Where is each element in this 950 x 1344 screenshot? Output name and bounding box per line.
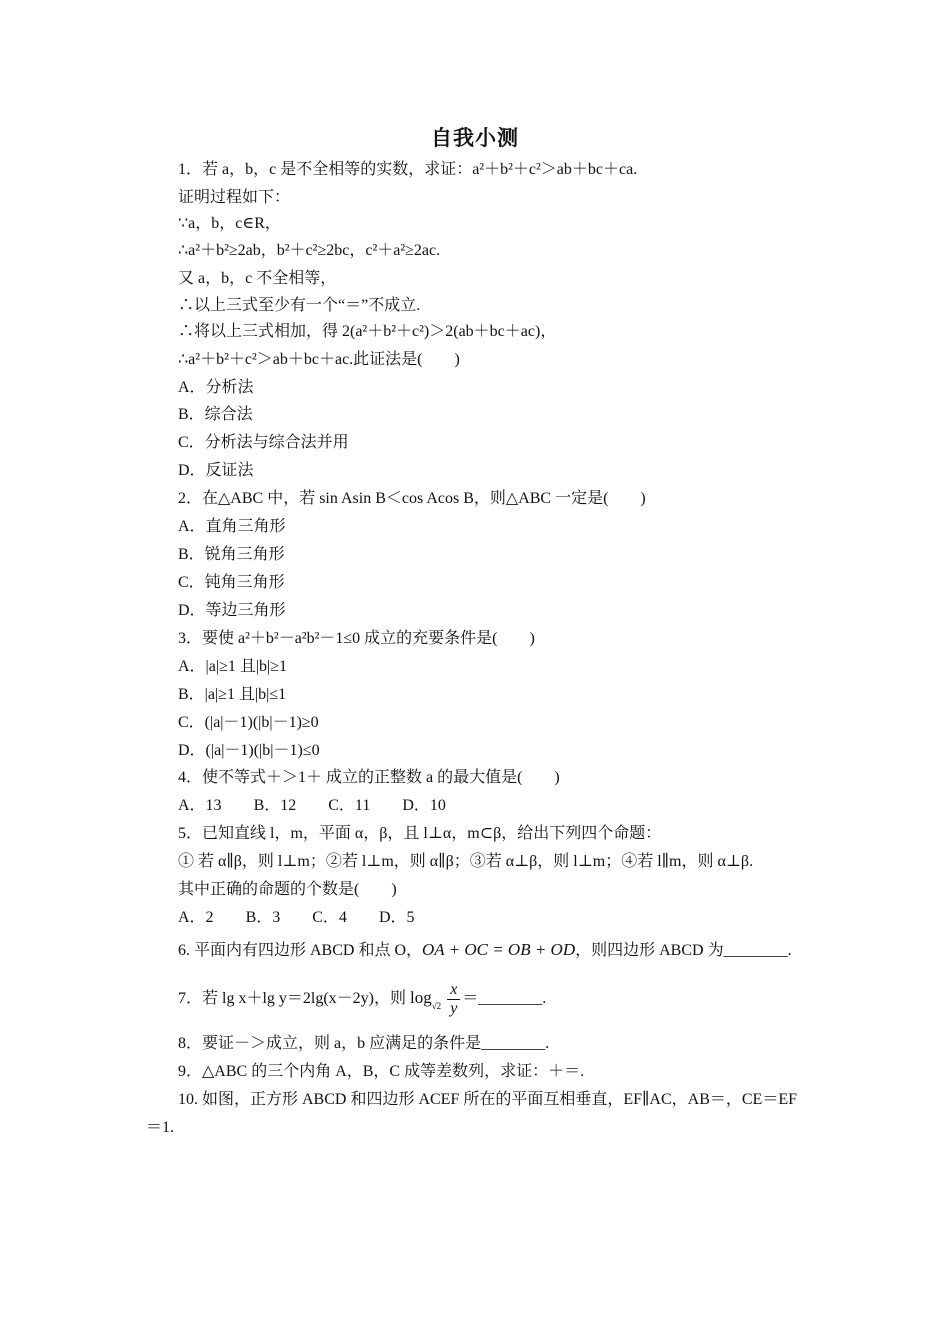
q7-log: log xyxy=(410,988,432,1007)
q3-option-b: B．|a|≥1 且|b|≤1 xyxy=(178,686,287,703)
q2-option-b: B．锐角三角形 xyxy=(178,546,285,563)
q1-proof-line: ∴将以上三式相加，得 2(a²＋b²＋c²)＞2(ab＋bc＋ac)， xyxy=(178,323,557,340)
q7-log-base: √2 xyxy=(431,1001,442,1011)
q5-option-a: A．2 xyxy=(178,909,214,926)
q1-proof-line: 证明过程如下： xyxy=(178,189,291,206)
q3-option-c: C．(|a|－1)(|b|－1)≥0 xyxy=(178,714,319,731)
q2-stem: 2．在△ABC 中，若 sin Asin B＜cos Acos B，则△ABC 一定是( ) xyxy=(178,490,646,507)
q10-line-2: ＝1. xyxy=(146,1119,175,1136)
q1-option-c: C．分析法与综合法并用 xyxy=(178,434,349,451)
q3-option-d: D．(|a|－1)(|b|－1)≤0 xyxy=(178,742,320,759)
q9-line: 9．△ABC 的三个内角 A，B，C 成等差数列，求证：＋＝. xyxy=(178,1063,585,1080)
q4-stem: 4．使不等式＋＞1＋ 成立的正整数 a 的最大值是( ) xyxy=(178,769,560,786)
q1-proof-line: ∴a²＋b²≥2ab，b²＋c²≥2bc，c²＋a²≥2ac. xyxy=(178,242,441,259)
q4-options xyxy=(178,796,474,816)
q7-numerator: x xyxy=(447,981,460,1000)
q5-options xyxy=(178,908,443,928)
q4-option-c: C．11 xyxy=(328,797,371,814)
q1-stem: 1．若 a，b，c 是不全相等的实数，求证：a²＋b²＋c²＞ab＋bc＋ca. xyxy=(178,161,638,178)
q1-option-b: B．综合法 xyxy=(178,406,253,423)
q7-line xyxy=(178,980,546,1024)
q7-denominator: y xyxy=(450,999,458,1017)
q5-option-d: D．5 xyxy=(378,909,415,926)
q7-pre: 7．若 lg x＋lg y＝2lg(x－2y)，则 xyxy=(178,990,406,1007)
q2-option-a: A．直角三角形 xyxy=(178,518,286,535)
q1-proof-line: ∴a²＋b²＋c²＞ab＋bc＋ac.此证法是( ) xyxy=(178,351,460,368)
q5-propositions: ① 若 α∥β，则 l⊥m；②若 l⊥m，则 α∥β；③若 α⊥β，则 l⊥m；④若 l∥m，则 α⊥β. xyxy=(178,853,754,870)
q6-post: ，则四边形 ABCD 为________. xyxy=(575,942,792,959)
q1-option-d: D．反证法 xyxy=(178,462,254,479)
q2-option-c: C．钝角三角形 xyxy=(178,574,285,591)
page-title: 自我小测 xyxy=(431,126,519,150)
q5-option-b: B．3 xyxy=(245,909,281,926)
q1-proof-line: ∴以上三式至少有一个“＝”不成立. xyxy=(178,297,421,314)
q7-post: ＝________. xyxy=(462,990,547,1007)
q2-option-d: D．等边三角形 xyxy=(178,602,286,619)
q3-option-a: A．|a|≥1 且|b|≥1 xyxy=(178,658,288,675)
q4-option-d: D．10 xyxy=(402,797,446,814)
q3-stem: 3．要使 a²＋b²－a²b²－1≤0 成立的充要条件是( ) xyxy=(178,630,535,647)
q5-question: 其中正确的命题的个数是( ) xyxy=(178,881,397,898)
q5-option-c: C．4 xyxy=(312,909,347,926)
q8-line: 8．要证－＞成立，则 a，b 应满足的条件是________. xyxy=(178,1035,550,1052)
q1-proof-line: ∵a，b，c∈R， xyxy=(178,215,281,232)
q1-option-a: A．分析法 xyxy=(178,379,254,396)
q4-option-a: A．13 xyxy=(178,797,222,814)
q10-line-1: 10. 如图，正方形 ABCD 和四边形 ACEF 所在的平面互相垂直，EF∥AC，AB＝，CE＝EF xyxy=(178,1091,797,1108)
q1-proof-line: 又 a，b，c 不全相等， xyxy=(178,270,337,287)
q6-vector-equation: OA + OC = OB + OD xyxy=(422,940,576,959)
q4-option-b: B．12 xyxy=(253,797,297,814)
q6-pre: 6. 平面内有四边形 ABCD 和点 O， xyxy=(178,942,423,959)
q6-line xyxy=(178,940,792,961)
q5-stem: 5．已知直线 l，m，平面 α，β，且 l⊥α，m⊂β，给出下列四个命题： xyxy=(178,825,662,842)
q7-fraction xyxy=(447,981,460,1018)
